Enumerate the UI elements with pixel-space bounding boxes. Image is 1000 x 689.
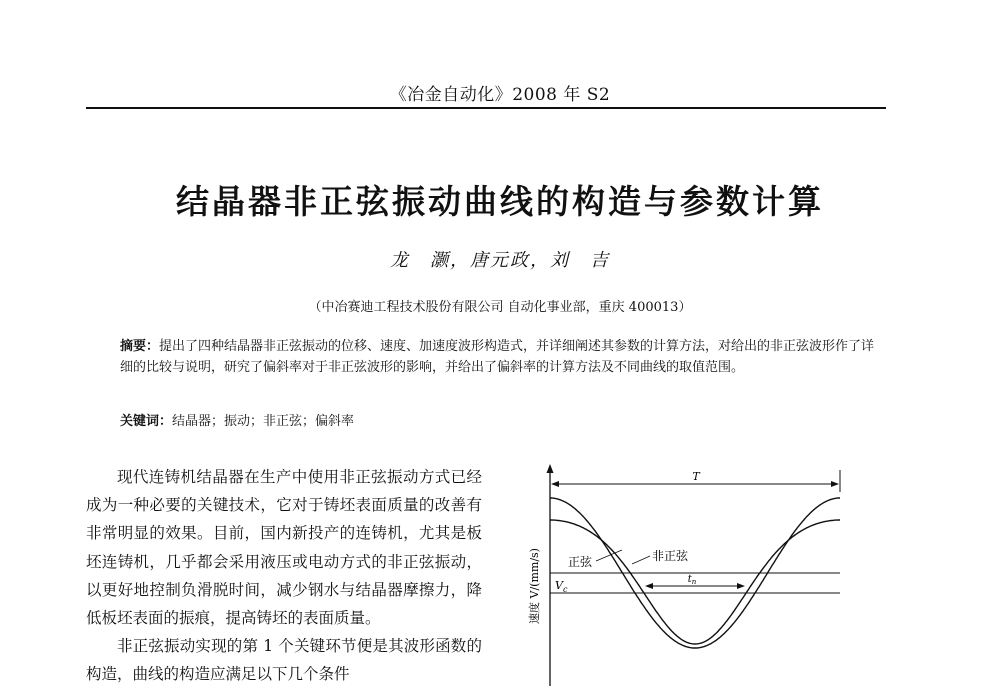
- period-arrow-right: [831, 481, 839, 487]
- keywords: [120, 410, 354, 429]
- body-paragraph: 现代连铸机结晶器在生产中使用非正弦振动方式已经成为一种必要的关键技术，它对于铸坯表面质量的改善有非常明显的效果。目前，国内新投产的连铸机，尤其是板坯连铸机，几乎都会采用液压或电动方式的非正弦振动，以更好地控制负滑脱时间，减少钢水与结晶器摩擦力，降低板坯表面的振痕，提高铸坯的表面质量。: [86, 468, 482, 628]
- paper-authors: 龙 灏，唐元政，刘 吉: [390, 250, 610, 271]
- y-axis-label: 速度 V/(mm/s): [528, 548, 541, 624]
- body-text: [86, 463, 482, 689]
- abstract: [120, 336, 882, 378]
- tn-arrow-right: [737, 583, 745, 589]
- velocity-waveform-figure: [522, 462, 862, 686]
- vc-label: $V_c$: [555, 579, 568, 594]
- keywords-text: 结晶器；振动；非正弦；偏斜率: [172, 414, 355, 429]
- tn-arrow-left: [645, 583, 653, 589]
- paper-title: 结晶器非正弦振动曲线的构造与参数计算: [176, 182, 824, 221]
- header-rule: [86, 107, 886, 109]
- period-arrow-left: [551, 481, 559, 487]
- keywords-label: 关键词：: [120, 414, 173, 429]
- tn-label: $t_n$: [687, 574, 697, 586]
- nonsine-label: 非正弦: [652, 549, 689, 563]
- nonsine-leader-line: [632, 556, 650, 564]
- journal-header: 《冶金自动化》2008 年 S2: [389, 85, 611, 105]
- abstract-label: 摘要：: [120, 339, 160, 354]
- paper-affiliation: （中冶赛迪工程技术股份有限公司 自动化事业部，重庆 400013）: [308, 300, 692, 315]
- period-label: T: [692, 470, 700, 483]
- sine-label: 正弦: [568, 555, 593, 569]
- body-paragraph: 非正弦振动实现的第 1 个关键环节便是其波形函数的构造，曲线的构造应满足以下几个条件: [86, 637, 482, 684]
- abstract-text: 提出了四种结晶器非正弦振动的位移、速度、加速度波形构造式，并详细阐述其参数的计算方法，对给出的非正弦波形作了详细的比较与说明，研究了偏斜率对于非正弦波形的影响，并给出了偏斜率的计算方法及不同曲线的取值范围。: [120, 339, 875, 375]
